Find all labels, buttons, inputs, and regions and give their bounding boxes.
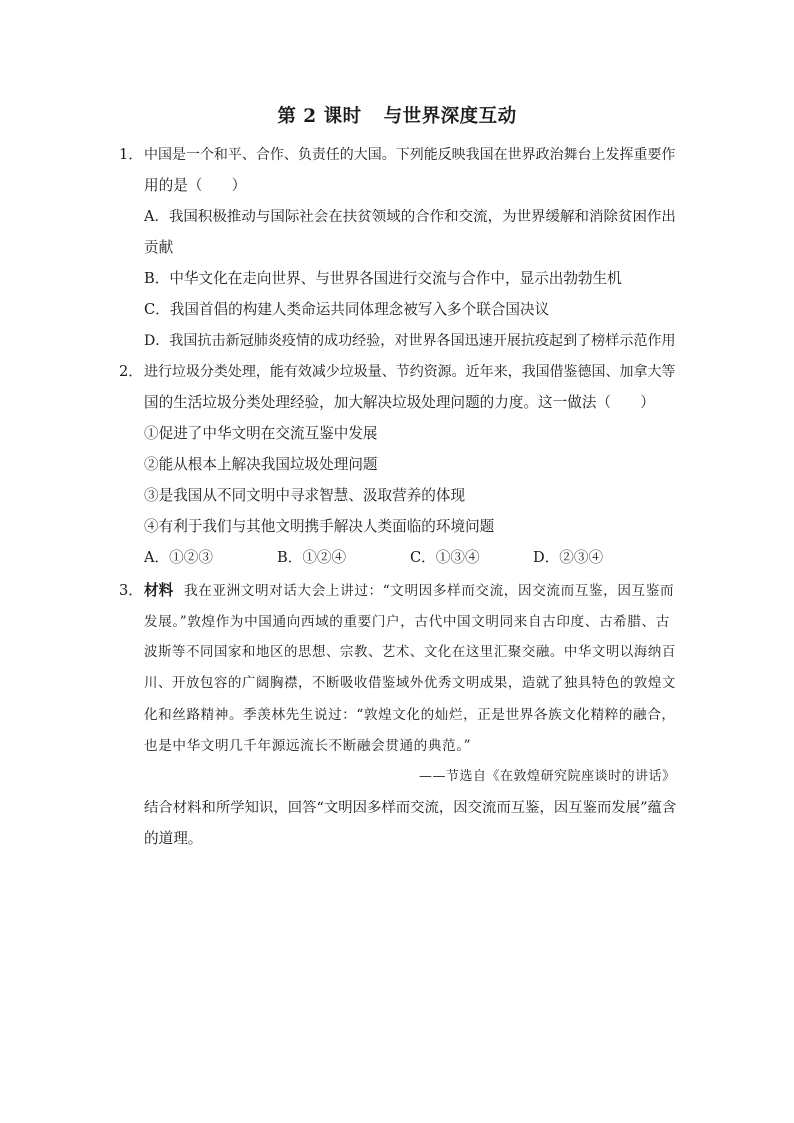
q2-option-c: C．①③④ <box>410 549 480 566</box>
q3-material-line1: 我在亚洲文明对话大会上讲过：“文明因多样而交流，因交流而互鉴，因互鉴而 <box>184 583 675 599</box>
q2-statement-4: ④有利于我们与其他文明携手解决人类面临的环境问题 <box>144 518 495 535</box>
q1-option-b: B．中华文化在走向世界、与世界各国进行交流与合作中，显示出勃勃生机 <box>144 270 622 287</box>
q3-number: 3． <box>119 582 143 599</box>
q2-statement-1: ①促进了中华文明在交流互鉴中发展 <box>144 425 378 442</box>
q2-stem-line1: 进行垃圾分类处理，能有效减少垃圾量、节约资源。近年来，我国借鉴德国、加拿大等 <box>144 364 676 380</box>
q3-material-line6: 也是中华文明几千年源远流长不断融会贯通的典范。” <box>144 738 472 754</box>
q3-material-line3: 波斯等不同国家和地区的思想、宗教、艺术、文化在这里汇聚交融。中华文明以海纳百 <box>144 645 676 660</box>
q3-material-line5: 化和丝路精神。季羡林先生说过：“敦煌文化的灿烂，正是世界各族文化精粹的融合， <box>144 707 676 723</box>
q3-source: ——节选自《在敦煌研究院座谈时的讲话》 <box>419 769 676 784</box>
q3-material-line2: 发展。”敦煌作为中国通向西域的重要门户，古代中国文明同来自古印度、古希腊、古 <box>144 614 670 630</box>
q3-question-line1: 结合材料和所学知识，回答“文明因多样而交流，因交流而互鉴，因互鉴而发展”蕴含 <box>144 800 677 816</box>
q1-stem-line1: 中国是一个和平、合作、负责任的大国。下列能反映我国在世界政治舞台上发挥重要作 <box>144 147 676 163</box>
q1-number: 1． <box>119 146 143 163</box>
page-title <box>0 102 794 128</box>
q2-statement-3: ③是我国从不同文明中寻求智慧、汲取营养的体现 <box>144 487 466 504</box>
q1-option-a-line2: 贡献 <box>144 239 174 256</box>
q1-option-d: D．我国抗击新冠肺炎疫情的成功经验，对世界各国迅速开展抗疫起到了榜样示范作用 <box>144 333 676 349</box>
q2-option-d: D．②③④ <box>533 549 604 566</box>
q2-statement-2: ②能从根本上解决我国垃圾处理问题 <box>144 456 378 473</box>
title-lesson: 第 2 课时 <box>277 106 362 127</box>
q3-material-label: 材料 <box>144 582 174 599</box>
q3-material-line4: 川、开放包容的广阔胸襟，不断吸收借鉴域外优秀文明成果，造就了独具特色的敦煌文 <box>144 676 676 691</box>
title-topic: 与世界深度互动 <box>383 106 517 127</box>
q3-question-line2: 的道理。 <box>144 830 203 847</box>
q2-option-b: B．①②④ <box>277 549 347 566</box>
q1-option-a-line1: A．我国积极推动与国际社会在扶贫领域的合作和交流，为世界缓解和消除贫困作出 <box>144 209 676 225</box>
q2-option-a: A．①②③ <box>144 549 213 566</box>
q2-stem-line2: 国的生活垃圾分类处理经验，加大解决垃圾处理问题的力度。这一做法（ ） <box>144 394 655 411</box>
q2-number: 2． <box>119 363 143 380</box>
q1-option-c: C．我国首倡的构建人类命运共同体理念被写入多个联合国决议 <box>144 301 550 318</box>
q1-stem-line2: 用的是（ ） <box>144 177 247 194</box>
